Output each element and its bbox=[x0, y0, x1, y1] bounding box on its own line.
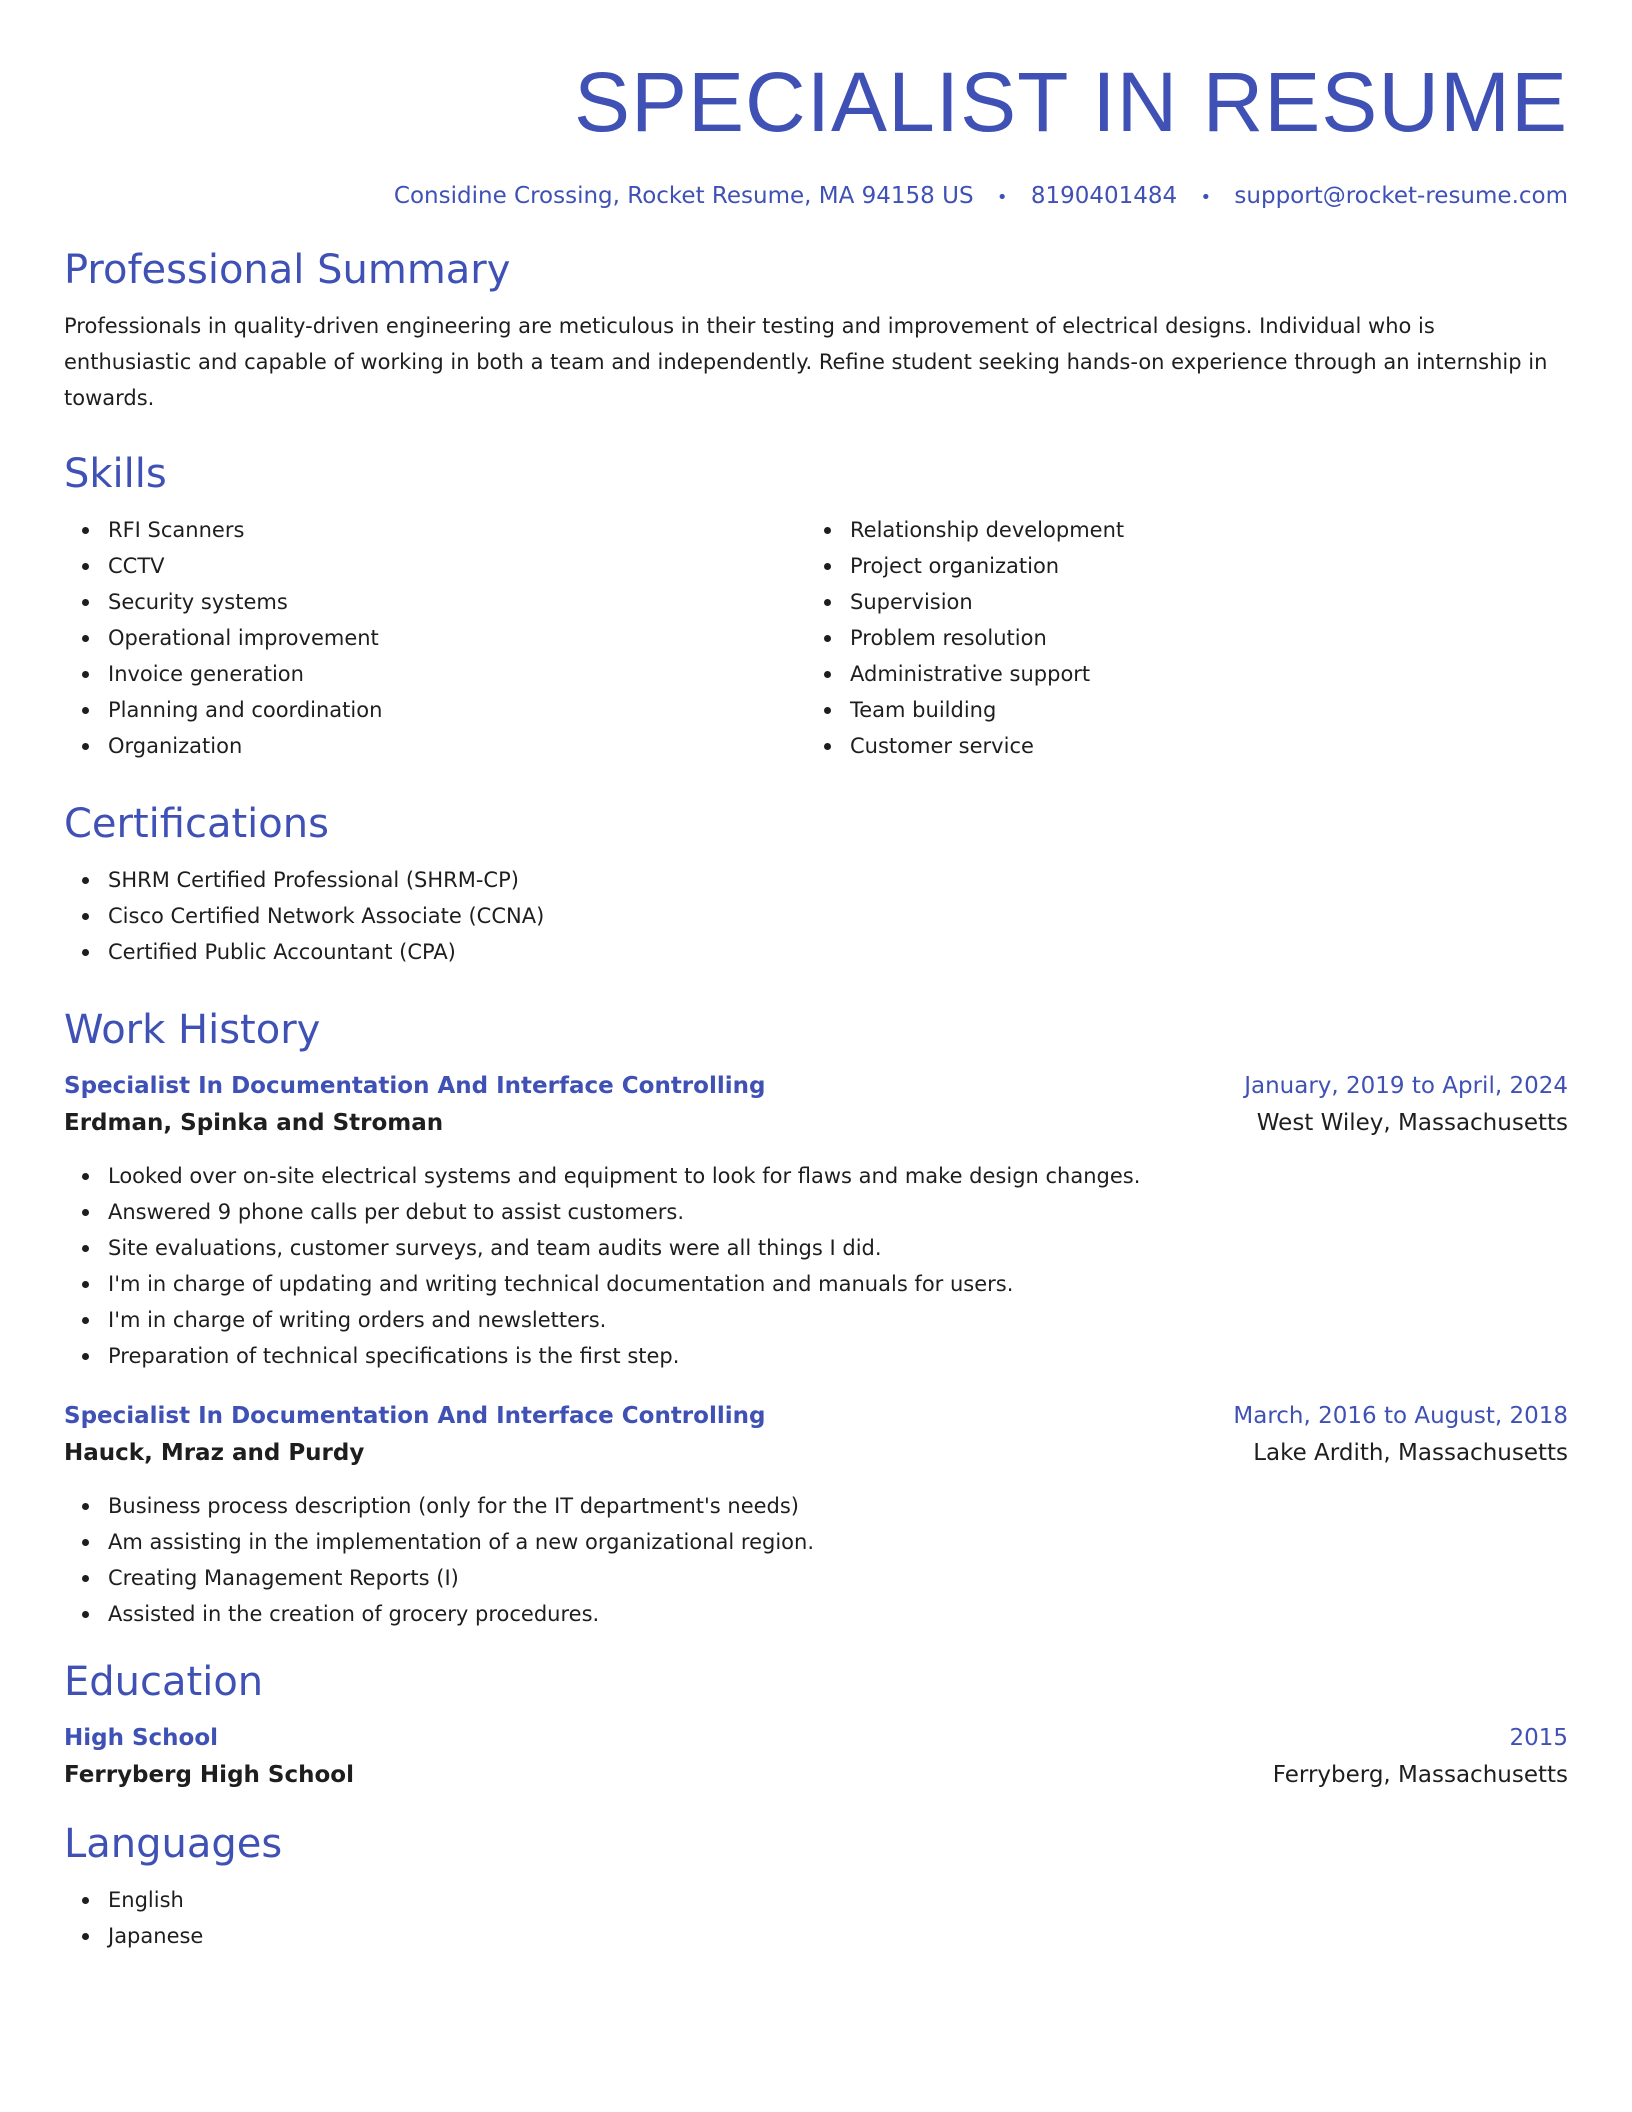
skill-item: Invoice generation bbox=[64, 656, 806, 692]
resume-header bbox=[64, 52, 1568, 214]
job-duty-item: Looked over on-site electrical systems and equipment to look for flaws and make design changes. bbox=[64, 1158, 1568, 1194]
education-section bbox=[64, 1656, 1568, 1794]
education-entry bbox=[64, 1720, 1568, 1794]
job-location: Lake Ardith, Massachusetts bbox=[1253, 1440, 1568, 1466]
summary-text: Professionals in quality-driven engineering are meticulous in their testing and improvement of electrical designs. Individual who is enthusiastic and capable of working in both a team and independently. Refine student seeking hands-on experience through an internship in towards. bbox=[64, 314, 1548, 410]
section-title-skills: Skills bbox=[64, 451, 167, 497]
job-company: Erdman, Spinka and Stroman bbox=[64, 1110, 444, 1136]
contact-address: Considine Crossing, Rocket Resume, MA 94158 US bbox=[393, 183, 974, 209]
candidate-name: SPECIALIST IN RESUME bbox=[573, 55, 1568, 149]
section-title-certifications: Certifications bbox=[64, 801, 329, 847]
certifications-list bbox=[64, 862, 1568, 970]
job-company: Hauck, Mraz and Purdy bbox=[64, 1440, 365, 1466]
job-company-row bbox=[64, 1434, 1568, 1472]
job-duty-item: I'm in charge of updating and writing technical documentation and manuals for users. bbox=[64, 1266, 1568, 1302]
contact-phone: 8190401484 bbox=[1030, 183, 1178, 209]
skill-item: Administrative support bbox=[806, 656, 1548, 692]
skill-item: Relationship development bbox=[806, 512, 1548, 548]
education-school: Ferryberg High School bbox=[64, 1762, 354, 1788]
education-location: Ferryberg, Massachusetts bbox=[1272, 1762, 1568, 1788]
job-duty-item: Answered 9 phone calls per debut to assist customers. bbox=[64, 1194, 1568, 1230]
certification-item: Cisco Certified Network Associate (CCNA) bbox=[64, 898, 1568, 934]
certification-item: SHRM Certified Professional (SHRM-CP) bbox=[64, 862, 1568, 898]
job-company-row bbox=[64, 1104, 1568, 1142]
skill-item: Project organization bbox=[806, 548, 1548, 584]
job-duty-item: I'm in charge of writing orders and newsletters. bbox=[64, 1302, 1568, 1338]
language-item: English bbox=[64, 1882, 1568, 1918]
job-entry bbox=[64, 1398, 1568, 1632]
professional-summary-section bbox=[64, 244, 1568, 416]
skill-item: Supervision bbox=[806, 584, 1548, 620]
skill-item: Team building bbox=[806, 692, 1548, 728]
skills-grid bbox=[64, 512, 1568, 764]
skills-list-right bbox=[806, 512, 1548, 764]
skill-item: Security systems bbox=[64, 584, 806, 620]
job-duties-list bbox=[64, 1488, 1568, 1632]
job-duty-item: Site evaluations, customer surveys, and team audits were all things I did. bbox=[64, 1230, 1568, 1266]
languages-section bbox=[64, 1818, 1568, 1954]
skill-item: RFI Scanners bbox=[64, 512, 806, 548]
section-title-work-history: Work History bbox=[64, 1007, 321, 1053]
skill-item: Customer service bbox=[806, 728, 1548, 764]
job-entry bbox=[64, 1068, 1568, 1374]
education-year: 2015 bbox=[1509, 1725, 1568, 1751]
work-history-section bbox=[64, 1004, 1568, 1632]
skills-section bbox=[64, 448, 1568, 764]
job-dates: March, 2016 to August, 2018 bbox=[1233, 1403, 1568, 1429]
skill-item: Organization bbox=[64, 728, 806, 764]
job-duties-list bbox=[64, 1158, 1568, 1374]
job-title: Specialist In Documentation And Interface Controlling bbox=[64, 1073, 766, 1099]
contact-separator: • bbox=[1200, 187, 1212, 208]
job-duty-item: Am assisting in the implementation of a new organizational region. bbox=[64, 1524, 1568, 1560]
job-duty-item: Preparation of technical specifications is the first step. bbox=[64, 1338, 1568, 1374]
skill-item: Operational improvement bbox=[64, 620, 806, 656]
job-title: Specialist In Documentation And Interface Controlling bbox=[64, 1403, 766, 1429]
section-title-education: Education bbox=[64, 1659, 264, 1705]
section-title-languages: Languages bbox=[64, 1821, 283, 1867]
job-duty-item: Business process description (only for the IT department's needs) bbox=[64, 1488, 1568, 1524]
job-title-row bbox=[64, 1068, 1568, 1104]
job-title-row bbox=[64, 1398, 1568, 1434]
skill-item: Problem resolution bbox=[806, 620, 1548, 656]
languages-list bbox=[64, 1882, 1568, 1954]
skills-list-left bbox=[64, 512, 806, 764]
contact-separator: • bbox=[996, 187, 1008, 208]
education-degree: High School bbox=[64, 1725, 219, 1751]
section-title-summary: Professional Summary bbox=[64, 247, 511, 293]
skill-item: Planning and coordination bbox=[64, 692, 806, 728]
job-dates: January, 2019 to April, 2024 bbox=[1244, 1073, 1568, 1099]
education-degree-row bbox=[64, 1720, 1568, 1756]
certification-item: Certified Public Accountant (CPA) bbox=[64, 934, 1568, 970]
contact-email: support@rocket-resume.com bbox=[1234, 183, 1568, 209]
certifications-section bbox=[64, 798, 1568, 970]
language-item: Japanese bbox=[64, 1918, 1568, 1954]
education-school-row bbox=[64, 1756, 1568, 1794]
job-duty-item: Assisted in the creation of grocery procedures. bbox=[64, 1596, 1568, 1632]
job-duty-item: Creating Management Reports (I) bbox=[64, 1560, 1568, 1596]
job-location: West Wiley, Massachusetts bbox=[1256, 1110, 1568, 1136]
contact-line bbox=[64, 180, 1568, 214]
skill-item: CCTV bbox=[64, 548, 806, 584]
